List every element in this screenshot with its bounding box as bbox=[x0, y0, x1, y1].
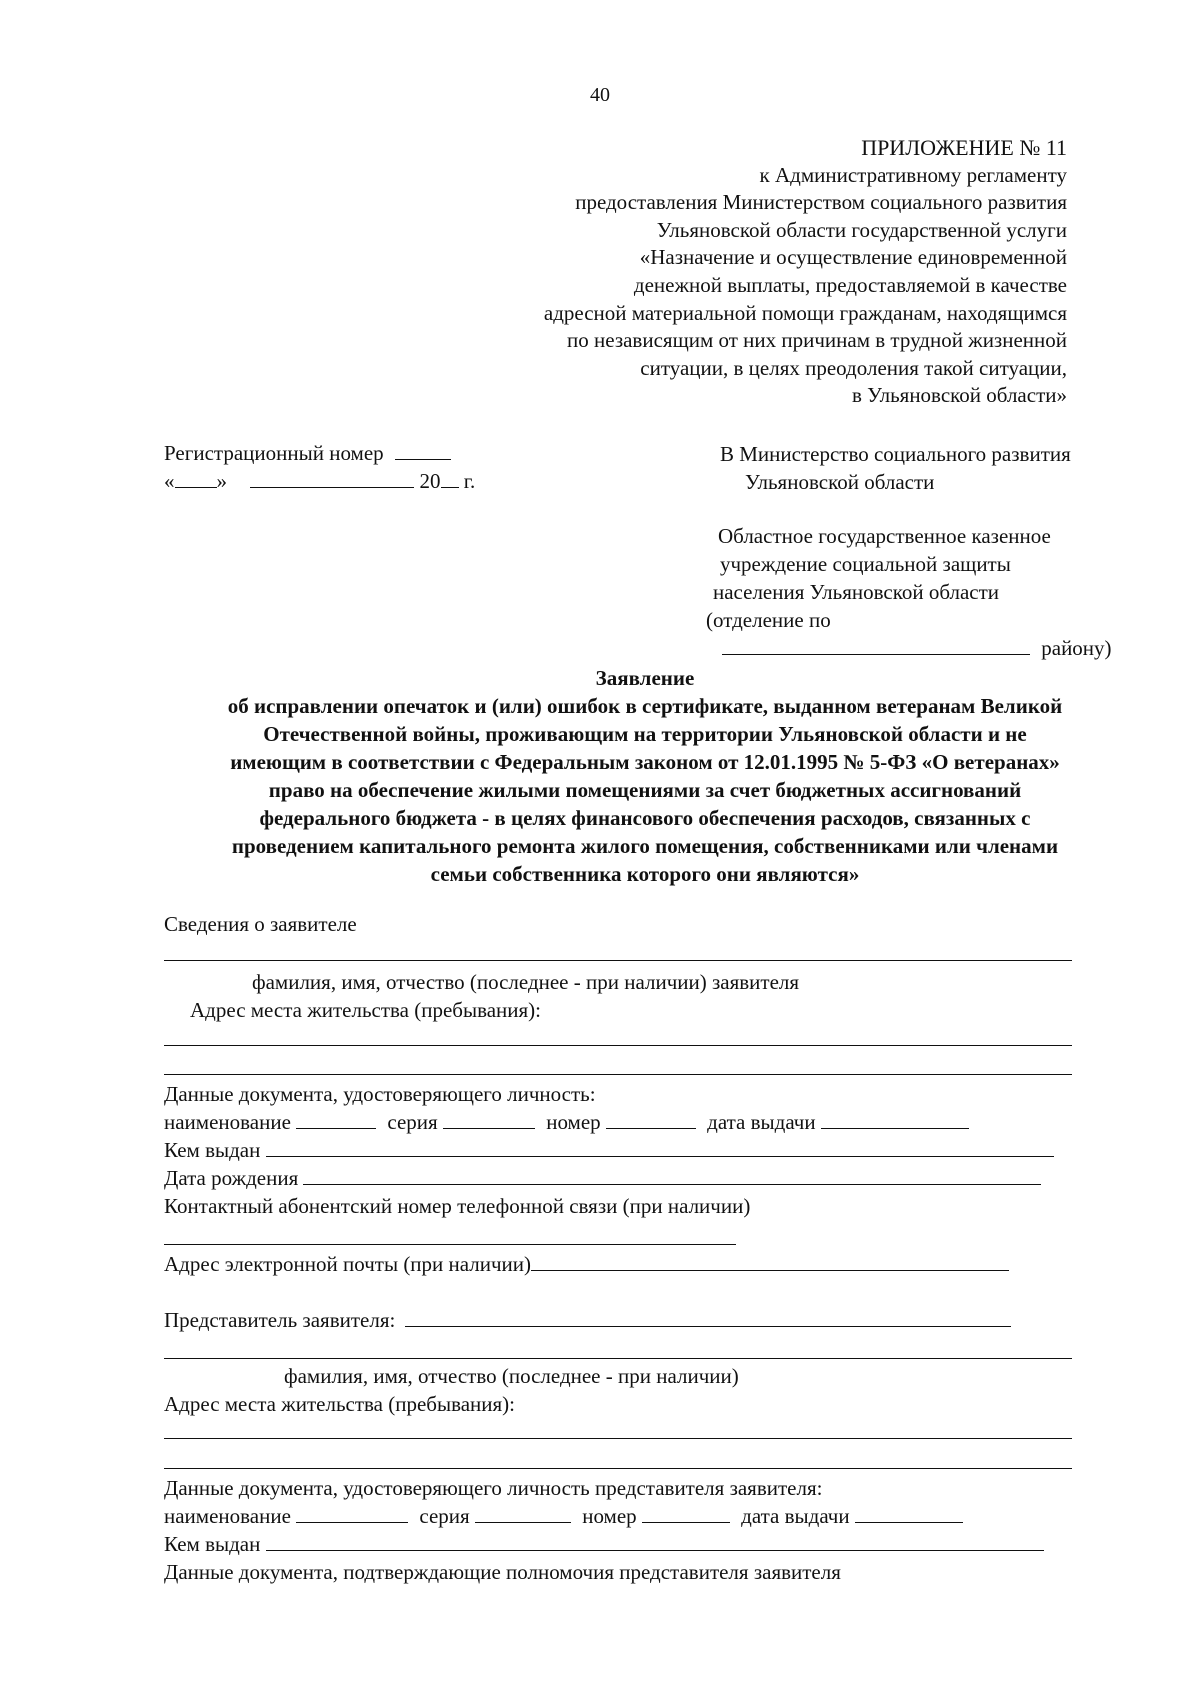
annex-line: адресной материальной помощи гражданам, находящимся bbox=[543, 300, 1067, 325]
name-label: наименование bbox=[164, 1110, 291, 1134]
annex-line: по независящим от них причинам в трудной жизненной bbox=[567, 328, 1067, 353]
page-number: 40 bbox=[590, 84, 610, 106]
district-field[interactable] bbox=[722, 638, 1030, 655]
representative-field[interactable] bbox=[405, 1310, 1011, 1327]
ministry-line-1: В Министерство социального развития bbox=[720, 442, 1071, 466]
annex-line: в Ульяновской области» bbox=[851, 383, 1067, 408]
statement-subtitle-line: об исправлении опечаток и (или) ошибок в сертификате, выданном ветеранам Великой bbox=[227, 694, 1063, 718]
statement-subtitle-line: семьи собственника которого они являются» bbox=[430, 862, 860, 886]
statement-subtitle-line: Отечественной войны, проживающим на территории Ульяновской области и не bbox=[263, 722, 1027, 746]
number-label: номер bbox=[546, 1110, 601, 1134]
annex-line: «Назначение и осуществление единовременной bbox=[639, 245, 1067, 270]
representative-doc-name-field[interactable] bbox=[296, 1506, 408, 1523]
registration-number-row bbox=[164, 441, 451, 466]
representative-id-doc-row bbox=[164, 1504, 963, 1529]
applicant-fio-caption: фамилия, имя, отчество (последнее - при наличии) заявителя bbox=[252, 970, 800, 994]
applicant-id-doc-label: Данные документа, удостоверяющего личность: bbox=[164, 1082, 596, 1106]
issued-by-label: Кем выдан bbox=[164, 1138, 261, 1162]
quote-close: » bbox=[216, 469, 227, 493]
institution-line: учреждение социальной защиты bbox=[720, 552, 1011, 576]
representative-issued-by-field[interactable] bbox=[266, 1534, 1044, 1551]
email-label: Адрес электронной почты (при наличии) bbox=[164, 1252, 532, 1276]
applicant-section-label: Сведения о заявителе bbox=[164, 912, 357, 936]
representative-row bbox=[164, 1308, 1011, 1333]
representative-address-field-2[interactable] bbox=[164, 1468, 1072, 1469]
applicant-issued-by-field[interactable] bbox=[266, 1140, 1054, 1157]
registration-date-row bbox=[164, 469, 475, 494]
series-label: серия bbox=[419, 1504, 470, 1528]
annex-line: предоставления Министерством социального развития bbox=[575, 190, 1067, 215]
statement-subtitle-line: право на обеспечение жилыми помещениями за счет бюджетных ассигнований bbox=[268, 778, 1022, 802]
statement-subtitle-line: федерального бюджета - в целях финансового обеспечения расходов, связанных с bbox=[259, 806, 1031, 830]
name-label: наименование bbox=[164, 1504, 291, 1528]
representative-address-label: Адрес места жительства (пребывания): bbox=[164, 1392, 516, 1416]
applicant-address-label: Адрес места жительства (пребывания): bbox=[190, 998, 542, 1022]
statement-subtitle-line: имеющим в соответствии с Федеральным законом от 12.01.1995 № 5-ФЗ «О ветеранах» bbox=[230, 750, 1060, 774]
applicant-email-row bbox=[164, 1252, 1009, 1277]
applicant-doc-issue-date-field[interactable] bbox=[821, 1112, 969, 1129]
representative-doc-issue-date-field[interactable] bbox=[855, 1506, 963, 1523]
year-prefix: 20 bbox=[419, 469, 441, 493]
applicant-birth-date-row bbox=[164, 1166, 1041, 1191]
applicant-phone-field[interactable] bbox=[164, 1244, 736, 1245]
applicant-email-field[interactable] bbox=[531, 1254, 1009, 1271]
applicant-issued-by-row bbox=[164, 1138, 1054, 1163]
registration-year-field[interactable] bbox=[441, 471, 459, 488]
year-suffix: г. bbox=[463, 469, 476, 493]
applicant-birth-date-field[interactable] bbox=[303, 1168, 1041, 1185]
applicant-address-field-2[interactable] bbox=[164, 1074, 1072, 1075]
applicant-doc-series-field[interactable] bbox=[443, 1112, 535, 1129]
issued-by-label: Кем выдан bbox=[164, 1532, 261, 1556]
statement-heading bbox=[150, 664, 1140, 888]
applicant-phone-label: Контактный абонентский номер телефонной связи (при наличии) bbox=[164, 1194, 751, 1218]
representative-doc-series-field[interactable] bbox=[475, 1506, 571, 1523]
quote-open: « bbox=[164, 469, 175, 493]
statement-subtitle-line: проведением капитального ремонта жилого помещения, собственниками или членами bbox=[231, 834, 1059, 858]
registration-day-field[interactable] bbox=[175, 471, 217, 488]
representative-authority-label: Данные документа, подтверждающие полномочия представителя заявителя bbox=[164, 1560, 841, 1584]
representative-label: Представитель заявителя: bbox=[164, 1308, 396, 1332]
birth-date-label: Дата рождения bbox=[164, 1166, 299, 1190]
representative-fio-caption: фамилия, имя, отчество (последнее - при наличии) bbox=[284, 1364, 739, 1388]
district-suffix: району) bbox=[1041, 636, 1112, 660]
registration-month-field[interactable] bbox=[250, 471, 414, 488]
applicant-doc-name-field[interactable] bbox=[296, 1112, 376, 1129]
annex-line: Ульяновской области государственной услуги bbox=[656, 217, 1067, 242]
representative-doc-number-field[interactable] bbox=[642, 1506, 730, 1523]
institution-line: (отделение по bbox=[706, 608, 831, 632]
statement-title: Заявление bbox=[595, 666, 695, 690]
number-label: номер bbox=[582, 1504, 637, 1528]
issue-date-label: дата выдачи bbox=[707, 1110, 816, 1134]
representative-address-field-1[interactable] bbox=[164, 1438, 1072, 1439]
annex-line: денежной выплаты, предоставляемой в качестве bbox=[633, 272, 1067, 297]
applicant-id-doc-row bbox=[164, 1110, 969, 1135]
district-row bbox=[722, 635, 1112, 663]
annex-title: ПРИЛОЖЕНИЕ № 11 bbox=[861, 135, 1067, 160]
applicant-doc-number-field[interactable] bbox=[606, 1112, 696, 1129]
applicant-address-field-1[interactable] bbox=[164, 1045, 1072, 1046]
representative-issued-by-row bbox=[164, 1532, 1044, 1557]
representative-fio-field[interactable] bbox=[164, 1358, 1072, 1359]
representative-id-doc-label: Данные документа, удостоверяющего личность представителя заявителя: bbox=[164, 1476, 823, 1500]
ministry-line-2: Ульяновской области bbox=[745, 470, 935, 494]
institution-line: населения Ульяновской области bbox=[713, 580, 1000, 604]
institution-line: Областное государственное казенное bbox=[718, 524, 1051, 548]
annex-line: к Административному регламенту bbox=[759, 162, 1067, 187]
registration-number-field[interactable] bbox=[395, 443, 451, 460]
series-label: серия bbox=[387, 1110, 438, 1134]
issue-date-label: дата выдачи bbox=[741, 1504, 850, 1528]
annex-block bbox=[544, 134, 1067, 410]
applicant-fio-field[interactable] bbox=[164, 960, 1072, 961]
registration-number-label: Регистрационный номер bbox=[164, 441, 384, 465]
annex-line: ситуации, в целях преодоления такой ситуации, bbox=[640, 355, 1067, 380]
